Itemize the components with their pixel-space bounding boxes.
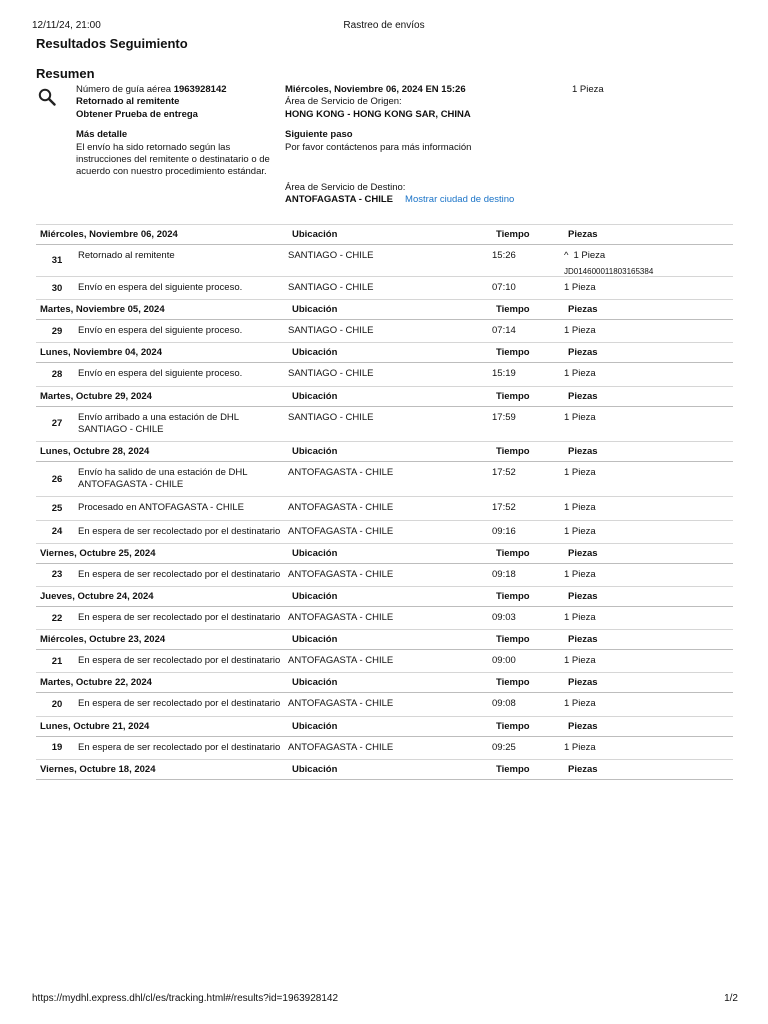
event-description: En espera de ser recolectado por el destinatario <box>78 698 281 710</box>
location-column-header: Ubicación <box>292 347 338 359</box>
table-row <box>36 320 733 343</box>
day-date: Jueves, Octubre 24, 2024 <box>40 591 154 603</box>
print-document-title: Rastreo de envíos <box>343 20 425 31</box>
pieces-count: 1 Pieza <box>564 612 596 624</box>
day-date: Miércoles, Noviembre 06, 2024 <box>40 229 178 240</box>
event-location: SANTIAGO - CHILE <box>288 411 374 423</box>
event-description: Envío en espera del siguiente proceso. <box>78 325 243 337</box>
event-description: Envío arribado a una estación de DHL SANTIAGO - CHILE <box>78 411 239 435</box>
day-header-row <box>36 717 733 737</box>
event-location: SANTIAGO - CHILE <box>288 250 374 261</box>
event-time: 15:19 <box>492 368 516 380</box>
show-destination-city-link[interactable]: Mostrar ciudad de destino <box>405 194 515 206</box>
event-pieces <box>564 277 733 293</box>
destination-label: Área de Servicio de Destino: <box>285 182 406 194</box>
summary-shipment-column <box>76 84 276 179</box>
event-time: 09:18 <box>492 568 516 580</box>
time-column-header: Tiempo <box>496 229 530 240</box>
print-header <box>32 20 736 34</box>
event-time: 09:16 <box>492 525 516 537</box>
location-column-header: Ubicación <box>292 547 338 559</box>
event-location: ANTOFAGASTA - CHILE <box>288 655 394 667</box>
origin-value: HONG KONG - HONG KONG SAR, CHINA <box>285 108 471 120</box>
pieces-column-header: Piezas <box>568 763 598 775</box>
pieces-count: 1 Pieza <box>564 698 596 710</box>
table-row <box>36 277 733 300</box>
table-row <box>36 462 733 497</box>
pieces-column-header: Piezas <box>568 547 598 559</box>
event-pieces <box>564 497 733 513</box>
waybill-label: Número de guía aérea <box>76 84 172 95</box>
event-time: 17:59 <box>492 411 516 423</box>
proof-of-delivery-link[interactable]: Obtener Prueba de entrega <box>76 108 198 120</box>
day-date: Martes, Octubre 29, 2024 <box>40 390 152 402</box>
event-pieces <box>564 320 733 336</box>
event-location: ANTOFAGASTA - CHILE <box>288 612 394 624</box>
table-row <box>36 564 733 587</box>
pieces-count: 1 Pieza <box>564 741 596 753</box>
location-column-header: Ubicación <box>292 677 338 689</box>
more-detail-label: Más detalle <box>76 129 128 141</box>
event-location: ANTOFAGASTA - CHILE <box>288 525 394 537</box>
event-number: 22 <box>51 612 63 624</box>
table-row <box>36 693 733 716</box>
search-icon <box>38 88 56 106</box>
pieces-count: 1 Pieza <box>564 502 596 514</box>
event-pieces <box>564 650 733 666</box>
print-page-number: 1/2 <box>724 993 738 1004</box>
event-pieces <box>564 607 733 623</box>
day-header-row <box>36 673 733 693</box>
event-location: SANTIAGO - CHILE <box>288 325 374 337</box>
shipment-status: Retornado al remitente <box>76 96 180 108</box>
origin-label: Área de Servicio de Origen: <box>285 96 402 108</box>
event-number: 24 <box>51 526 63 538</box>
pieces-count: 1 Pieza <box>564 525 596 537</box>
pieces-column-header: Piezas <box>568 446 598 458</box>
table-row <box>36 407 733 442</box>
time-column-header: Tiempo <box>496 634 530 646</box>
print-footer <box>32 993 738 1007</box>
pieces-column-header: Piezas <box>568 390 598 402</box>
time-column-header: Tiempo <box>496 547 530 559</box>
next-step-text: Por favor contáctenos para más información <box>285 141 472 153</box>
location-column-header: Ubicación <box>292 390 338 402</box>
event-number: 26 <box>51 473 63 485</box>
event-number: 23 <box>51 569 63 581</box>
pieces-count: 1 Pieza <box>564 655 596 667</box>
event-number: 20 <box>51 699 63 711</box>
table-row <box>36 650 733 673</box>
table-row <box>36 497 733 520</box>
time-column-header: Tiempo <box>496 591 530 603</box>
day-header-row <box>36 760 733 780</box>
day-header-row <box>36 343 733 363</box>
event-location: ANTOFAGASTA - CHILE <box>288 467 394 479</box>
page-title: Resultados Seguimiento <box>36 36 188 51</box>
summary-route-column <box>285 84 565 207</box>
pieces-count: 1 Pieza <box>564 282 596 293</box>
chevron-up-icon[interactable]: ^ <box>564 250 569 261</box>
event-location: SANTIAGO - CHILE <box>288 282 374 293</box>
table-row <box>36 363 733 386</box>
location-column-header: Ubicación <box>292 591 338 603</box>
pieces-column-header: Piezas <box>568 720 598 732</box>
event-pieces <box>564 462 733 478</box>
event-pieces <box>564 693 733 709</box>
event-time: 09:03 <box>492 612 516 624</box>
event-pieces <box>564 521 733 537</box>
table-row <box>36 521 733 544</box>
event-number: 21 <box>51 655 63 667</box>
next-step-label: Siguiente paso <box>285 129 353 141</box>
event-description: En espera de ser recolectado por el destinatario <box>78 741 281 753</box>
event-pieces <box>564 363 733 379</box>
day-header-row <box>36 300 733 320</box>
pieces-count: 1 Pieza <box>564 467 596 479</box>
print-datetime: 12/11/24, 21:00 <box>32 20 101 31</box>
event-number: 31 <box>51 255 63 266</box>
piece-id: JD014600011803165384 <box>564 267 654 276</box>
pieces-column-header: Piezas <box>568 347 598 359</box>
event-description: Envío en espera del siguiente proceso. <box>78 368 243 380</box>
time-column-header: Tiempo <box>496 677 530 689</box>
event-pieces <box>564 737 733 753</box>
pieces-count: 1 Pieza <box>564 325 596 337</box>
event-location: SANTIAGO - CHILE <box>288 368 374 380</box>
day-date: Lunes, Octubre 21, 2024 <box>40 720 150 732</box>
more-detail-text: El envío ha sido retornado según las instrucciones del remitente o destinatario o de acuerdo con nuestro procedimiento estándar. <box>76 141 270 178</box>
destination-value: ANTOFAGASTA - CHILE <box>285 194 394 206</box>
event-number: 28 <box>51 369 63 380</box>
event-pieces[interactable] <box>564 245 733 276</box>
time-column-header: Tiempo <box>496 763 530 775</box>
table-row <box>36 245 733 277</box>
day-header-row <box>36 225 733 245</box>
event-description: Retornado al remitente <box>78 250 175 261</box>
time-column-header: Tiempo <box>496 446 530 458</box>
event-description: Envío en espera del siguiente proceso. <box>78 282 243 293</box>
day-date: Viernes, Octubre 25, 2024 <box>40 547 156 559</box>
pieces-column-header: Piezas <box>568 677 598 689</box>
event-description: En espera de ser recolectado por el destinatario <box>78 525 281 537</box>
event-time: 09:25 <box>492 741 516 753</box>
summary-pieces: 1 Pieza <box>572 84 604 95</box>
day-header-row <box>36 442 733 462</box>
day-date: Viernes, Octubre 18, 2024 <box>40 763 156 775</box>
pieces-count: 1 Pieza <box>564 411 596 423</box>
day-header-row <box>36 387 733 407</box>
time-column-header: Tiempo <box>496 720 530 732</box>
summary-panel <box>36 84 736 216</box>
event-time: 15:26 <box>492 250 516 261</box>
event-location: ANTOFAGASTA - CHILE <box>288 502 394 514</box>
event-time: 07:10 <box>492 282 516 293</box>
day-header-row <box>36 630 733 650</box>
event-location: ANTOFAGASTA - CHILE <box>288 741 394 753</box>
location-column-header: Ubicación <box>292 446 338 458</box>
day-date: Martes, Octubre 22, 2024 <box>40 677 152 689</box>
location-column-header: Ubicación <box>292 229 338 240</box>
day-header-row <box>36 587 733 607</box>
event-time: 09:08 <box>492 698 516 710</box>
pieces-column-header: Piezas <box>568 229 598 240</box>
table-row <box>36 607 733 630</box>
table-row <box>36 737 733 760</box>
pieces-column-header: Piezas <box>568 591 598 603</box>
day-date: Lunes, Octubre 28, 2024 <box>40 446 150 458</box>
tracking-events-table <box>36 224 733 780</box>
location-column-header: Ubicación <box>292 763 338 775</box>
event-pieces <box>564 407 733 423</box>
event-description: En espera de ser recolectado por el destinatario <box>78 655 281 667</box>
event-number: 29 <box>51 325 63 337</box>
time-column-header: Tiempo <box>496 390 530 402</box>
pieces-column-header: Piezas <box>568 634 598 646</box>
event-time: 17:52 <box>492 502 516 514</box>
event-description: Envío ha salido de una estación de DHL ANTOFAGASTA - CHILE <box>78 467 248 491</box>
event-description: En espera de ser recolectado por el destinatario <box>78 612 281 624</box>
pieces-count: 1 Pieza <box>564 568 596 580</box>
event-number: 27 <box>51 418 63 430</box>
event-description: En espera de ser recolectado por el destinatario <box>78 568 281 580</box>
location-column-header: Ubicación <box>292 720 338 732</box>
event-location: ANTOFAGASTA - CHILE <box>288 568 394 580</box>
pieces-toggle[interactable] <box>564 250 733 261</box>
event-number: 19 <box>51 742 63 754</box>
print-url: https://mydhl.express.dhl/cl/es/tracking.html#/results?id=1963928142 <box>32 993 339 1004</box>
time-column-header: Tiempo <box>496 347 530 359</box>
status-date: Miércoles, Noviembre 06, 2024 EN 15:26 <box>285 84 466 95</box>
day-header-row <box>36 544 733 564</box>
waybill-number: 1963928142 <box>173 84 227 95</box>
event-number: 25 <box>51 503 63 515</box>
destination-line <box>285 194 565 206</box>
waybill-line <box>76 84 276 96</box>
day-date: Martes, Noviembre 05, 2024 <box>40 304 165 316</box>
event-description: Procesado en ANTOFAGASTA - CHILE <box>78 502 244 514</box>
pieces-count: 1 Pieza <box>564 368 596 380</box>
day-date: Miércoles, Octubre 23, 2024 <box>40 634 166 646</box>
location-column-header: Ubicación <box>292 634 338 646</box>
event-pieces <box>564 564 733 580</box>
day-date: Lunes, Noviembre 04, 2024 <box>40 347 162 359</box>
event-time: 07:14 <box>492 325 516 337</box>
event-number: 30 <box>51 282 63 294</box>
time-column-header: Tiempo <box>496 304 530 316</box>
pieces-column-header: Piezas <box>568 304 598 316</box>
event-time: 09:00 <box>492 655 516 667</box>
event-time: 17:52 <box>492 467 516 479</box>
pieces-count: 1 Pieza <box>573 250 606 261</box>
location-column-header: Ubicación <box>292 304 338 316</box>
event-location: ANTOFAGASTA - CHILE <box>288 698 394 710</box>
summary-heading: Resumen <box>36 66 95 81</box>
